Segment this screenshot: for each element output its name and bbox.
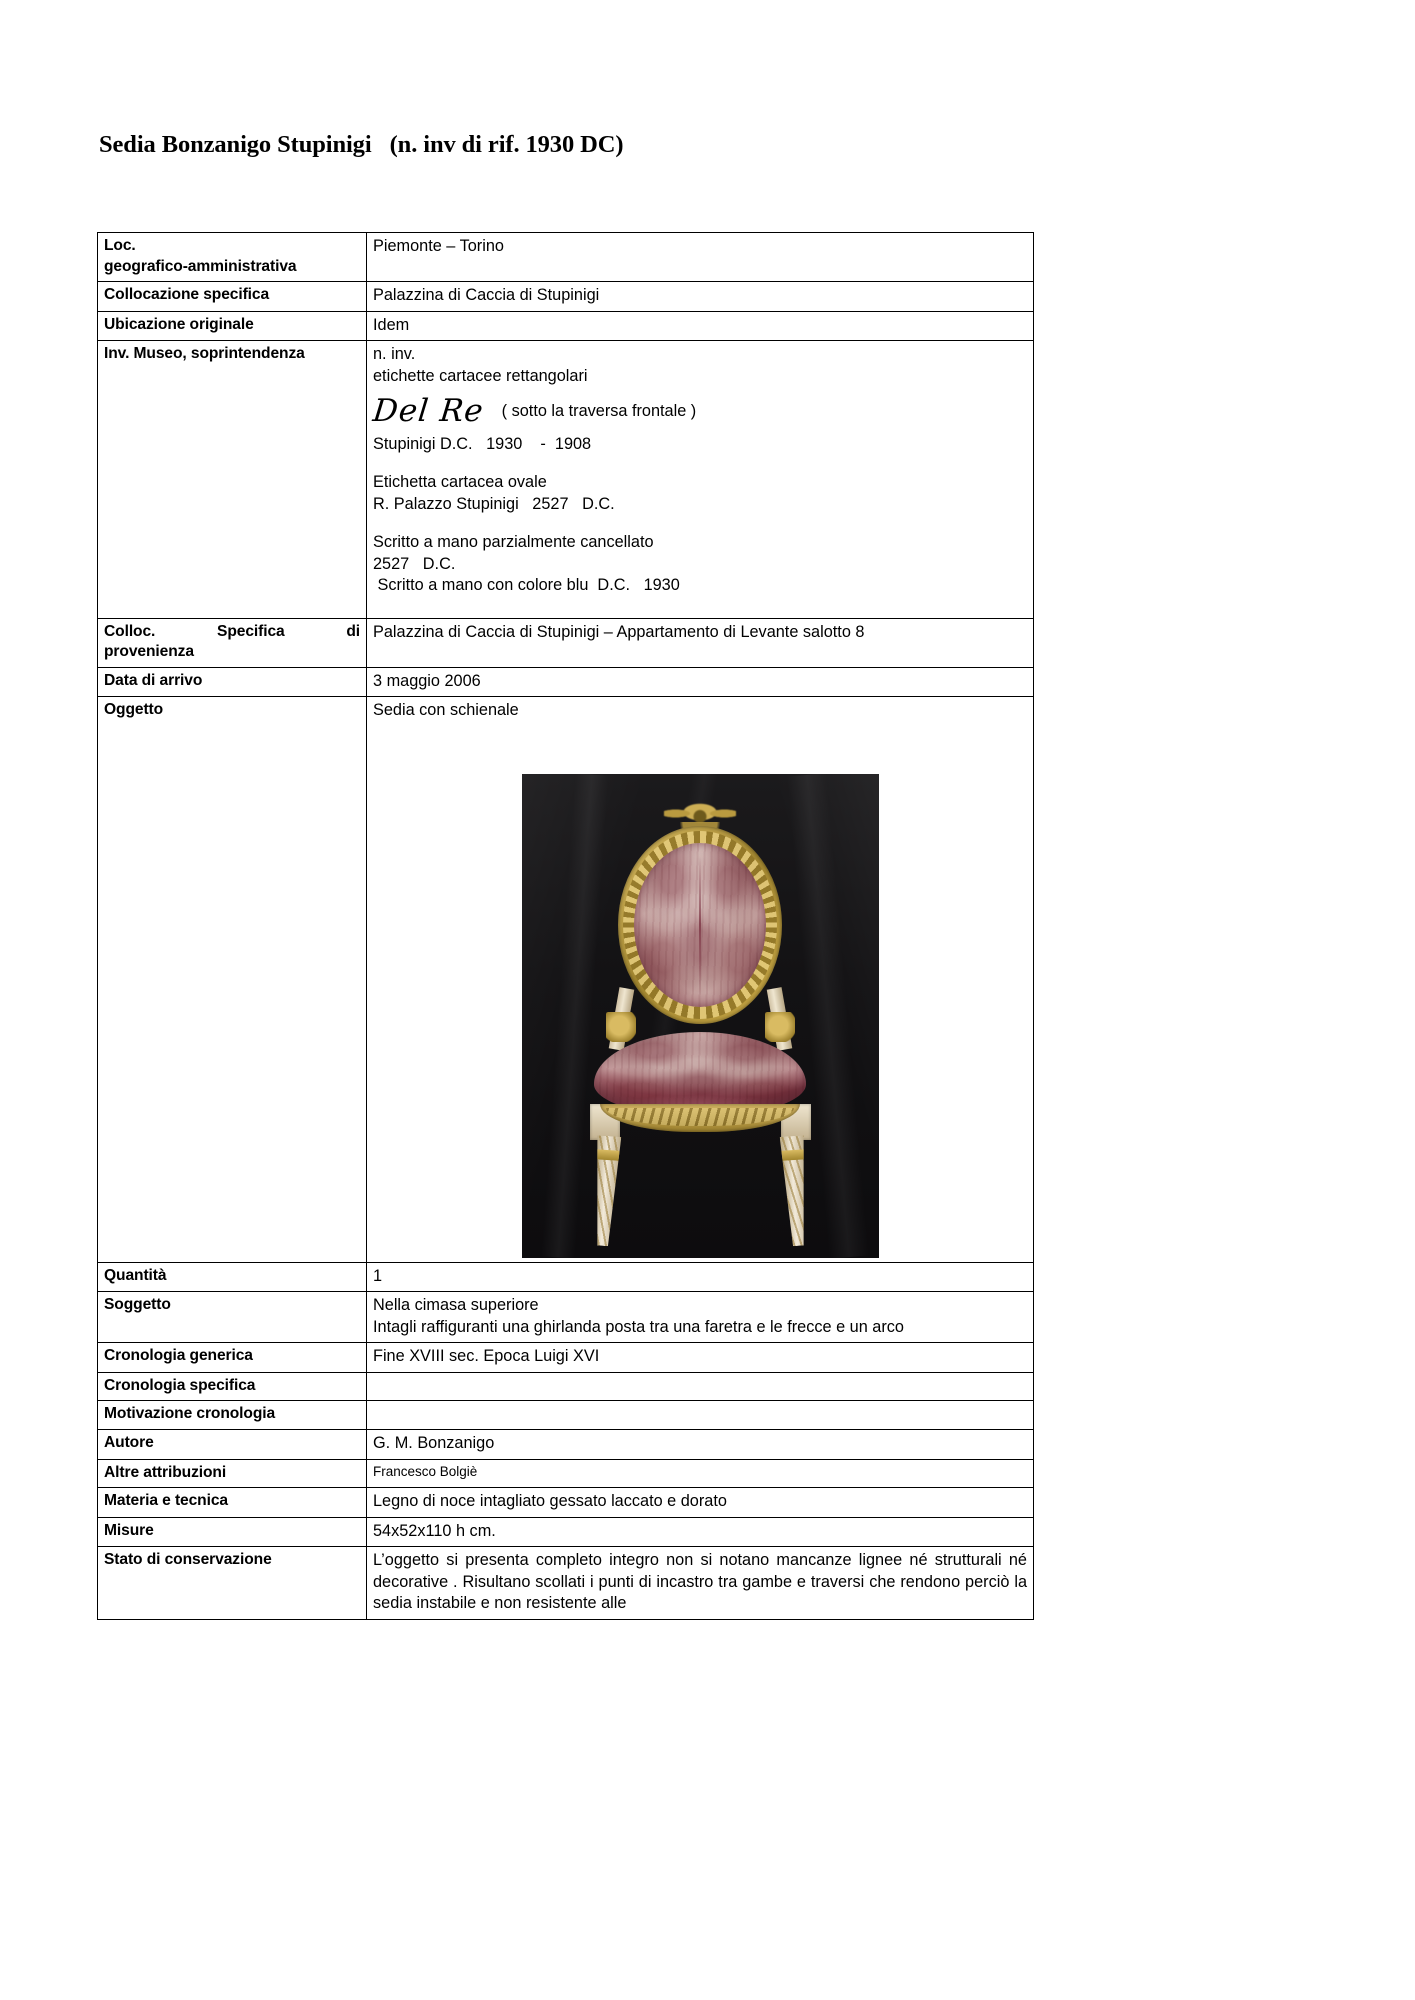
- inv-line: Scritto a mano parzialmente cancellato: [373, 533, 654, 552]
- row-label-stato-conservazione: Stato di conservazione: [98, 1547, 367, 1620]
- row-value-cronologia-specifica: [367, 1372, 1034, 1401]
- row-value-autore: G. M. Bonzanigo: [367, 1430, 1034, 1460]
- label-line-2: provenienza: [104, 643, 194, 661]
- row-label-oggetto: Oggetto: [98, 697, 367, 1263]
- label-script-group: [373, 395, 1027, 428]
- row-value-oggetto: [367, 697, 1034, 1263]
- inv-line: n. inv.: [373, 345, 416, 364]
- row-label-inv-museo: Inv. Museo, soprintendenza: [98, 341, 367, 619]
- row-value-altre-attribuzioni: Francesco Bolgiè: [367, 1459, 1034, 1488]
- table-row: [98, 618, 1034, 667]
- label-word: di: [346, 622, 360, 640]
- value-line: Nella cimasa superiore: [373, 1296, 539, 1315]
- row-label-collocazione-specifica: Collocazione specifica: [98, 282, 367, 312]
- inv-line: 2527 D.C.: [373, 554, 456, 573]
- row-label-quantita: Quantità: [98, 1262, 367, 1292]
- table-row: [98, 311, 1034, 341]
- row-value-materia-tecnica: Legno di noce intagliato gessato laccato e dorato: [367, 1488, 1034, 1518]
- table-row: [98, 341, 1034, 619]
- value-line: Intagli raffiguranti una ghirlanda posta tra una faretra e le frecce e un arco: [373, 1317, 904, 1336]
- row-value-stato-conservazione: L’oggetto si presenta completo integro non si notano mancanze lignee né strutturali né decorative . Risultano scollati i punti di incastro tra gambe e traversi che rendono perciò la sedia instabile e non resistente alle: [367, 1547, 1034, 1620]
- row-value-colloc-specifica-provenienza: [367, 618, 1034, 667]
- chair-scroll-ornament-right: [765, 1012, 795, 1042]
- value-line: Palazzina di Caccia di Stupinigi – Appartamento di Levante salotto 8: [373, 622, 865, 641]
- spacer: [373, 643, 1027, 660]
- row-value-inv-museo: [367, 341, 1034, 619]
- row-label-misure: Misure: [98, 1517, 367, 1547]
- object-photograph-wrapper: [373, 774, 1027, 1258]
- table-row: [98, 667, 1034, 697]
- inv-line: R. Palazzo Stupinigi 2527 D.C.: [373, 494, 615, 513]
- table-row: [98, 1401, 1034, 1430]
- table-row: [98, 1547, 1034, 1620]
- row-label-cronologia-generica: Cronologia generica: [98, 1343, 367, 1373]
- object-photograph: [522, 774, 879, 1258]
- row-value-cronologia-generica: Fine XVIII sec. Epoca Luigi XVI: [367, 1343, 1034, 1373]
- leg-gilt-collar: [779, 1149, 806, 1161]
- inv-line: Scritto a mano con colore blu D.C. 1930: [373, 576, 680, 595]
- leg-gilt-collar: [594, 1149, 621, 1161]
- row-value-loc-geografico: Piemonte – Torino: [367, 233, 1034, 282]
- table-row: [98, 1459, 1034, 1488]
- table-row: [98, 1343, 1034, 1373]
- table-row: [98, 1517, 1034, 1547]
- page-title: Sedia Bonzanigo Stupinigi (n. inv di rif. 1930 DC): [99, 131, 624, 158]
- spacer: [373, 515, 1027, 532]
- row-label-altre-attribuzioni: Altre attribuzioni: [98, 1459, 367, 1488]
- chair-scroll-ornament-left: [606, 1012, 636, 1042]
- inv-line: Stupinigi D.C. 1930 - 1908: [373, 434, 592, 453]
- script-annotation: ( sotto la traversa frontale ): [501, 402, 697, 421]
- upholstery-centre-seam: [699, 856, 701, 994]
- handwritten-label-del-re: Del Re: [371, 393, 486, 430]
- inv-line: etichette cartacee rettangolari: [373, 366, 588, 385]
- spacer: [373, 597, 1027, 614]
- table-row: [98, 1430, 1034, 1460]
- inv-line: Etichetta cartacea ovale: [373, 473, 547, 492]
- label-word: Specifica: [217, 622, 285, 640]
- apron-carving: [606, 1108, 794, 1126]
- table-row: [98, 697, 1034, 1263]
- row-value-motivazione-cronologia: [367, 1401, 1034, 1430]
- row-value-soggetto: [367, 1292, 1034, 1343]
- row-label-autore: Autore: [98, 1430, 367, 1460]
- row-value-quantita: 1: [367, 1262, 1034, 1292]
- row-label-colloc-specifica-provenienza: [98, 618, 367, 667]
- table-row: [98, 282, 1034, 312]
- label-line-1: Loc.: [104, 237, 136, 254]
- table-row: [98, 1372, 1034, 1401]
- row-label-motivazione-cronologia: Motivazione cronologia: [98, 1401, 367, 1430]
- chair-illustration: [522, 774, 879, 1258]
- row-value-data-arrivo: 3 maggio 2006: [367, 667, 1034, 697]
- row-label-loc-geografico: [98, 233, 367, 282]
- table-row: [98, 1262, 1034, 1292]
- label-word: Colloc.: [104, 622, 156, 640]
- chair-carved-apron: [600, 1104, 800, 1132]
- row-value-misure: 54x52x110 h cm.: [367, 1517, 1034, 1547]
- chair-front-leg-left: [590, 1135, 621, 1246]
- row-label-data-arrivo: Data di arrivo: [98, 667, 367, 697]
- row-label-cronologia-specifica: Cronologia specifica: [98, 1372, 367, 1401]
- row-label-soggetto: Soggetto: [98, 1292, 367, 1343]
- chair-front-leg-right: [779, 1135, 810, 1246]
- row-value-ubicazione-originale: Idem: [367, 311, 1034, 341]
- label-line-2: geografico-amministrativa: [104, 257, 297, 275]
- row-label-ubicazione-originale: Ubicazione originale: [98, 311, 367, 341]
- spacer: [373, 455, 1027, 472]
- row-value-collocazione-specifica: Palazzina di Caccia di Stupinigi: [367, 282, 1034, 312]
- value-line: Sedia con schienale: [373, 701, 519, 720]
- table-row: [98, 233, 1034, 282]
- table-row: [98, 1292, 1034, 1343]
- chair-back-upholstery: [634, 843, 766, 1007]
- row-label-materia-tecnica: Materia e tecnica: [98, 1488, 367, 1518]
- table-row: [98, 1488, 1034, 1518]
- catalogue-record-table: [97, 232, 1034, 1620]
